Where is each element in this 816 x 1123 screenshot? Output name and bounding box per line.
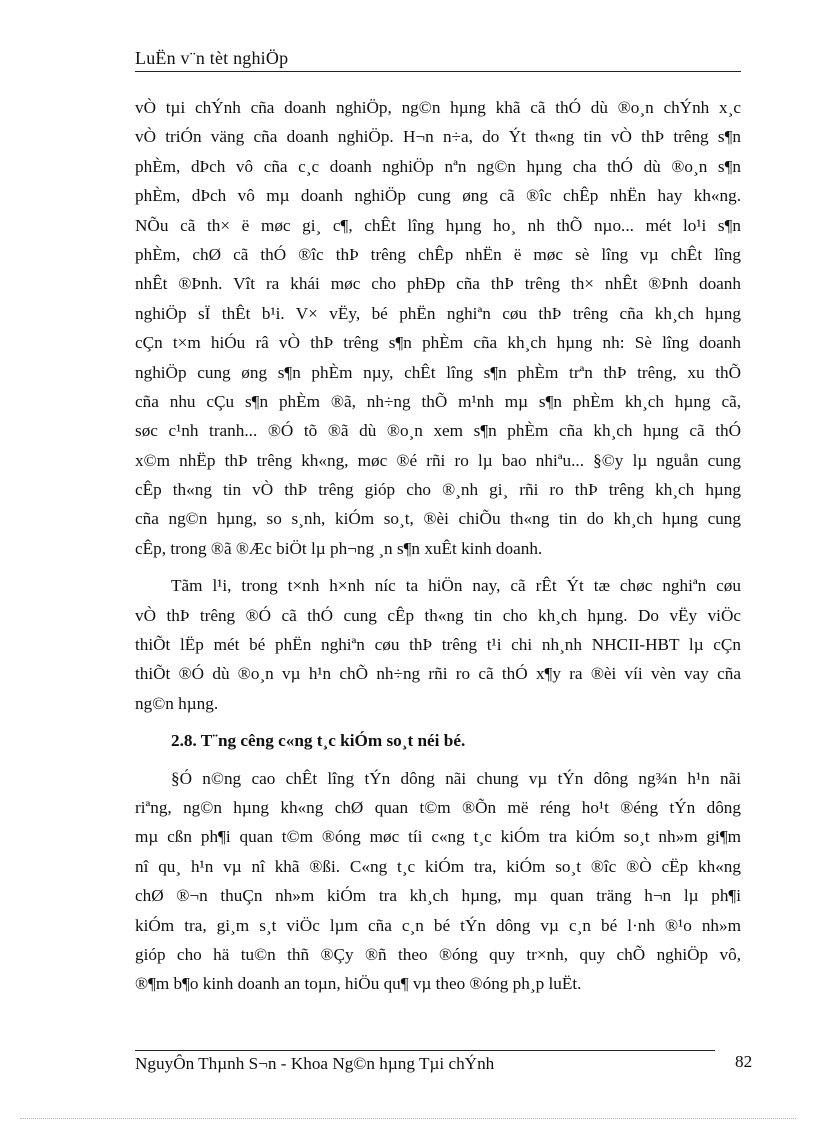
text-line: Tãm l¹i, trong t×nh h×nh níc ta hiÖn nay, cã rÊt Ýt tæ chøc nghiªn cøu bbox=[171, 576, 741, 596]
section-heading: 2.8. T¨ng cêng c«ng t¸c kiÓm so¸t néi bé. bbox=[171, 731, 466, 751]
text-line: cÊp, trong ®ã ®Æc biÖt lµ ph¬ng ¸n s¶n xuÊt kinh doanh. bbox=[135, 538, 543, 558]
text-line: kiÓm tra, gi¸m s¸t viÖc lµm cña c¸n bé tÝn dông vµ c¸n bé l·nh ®¹o nh»m bbox=[135, 915, 741, 935]
text-line: cÊp th«ng tin vÒ thÞ trêng gióp cho ®¸nh gi¸ rñi ro thÞ trêng kh¸ch hµng bbox=[135, 480, 741, 500]
paragraph-2 bbox=[135, 571, 741, 718]
running-header: LuËn v¨n tèt nghiÖp bbox=[135, 48, 289, 68]
text-line: phÈm, chØ cã thÓ ®îc thÞ trêng chÊp nhËn ë møc sè lîng vµ chÊt lîng bbox=[135, 244, 741, 264]
text-line: nhÊt ®Þnh. Vît ra khái møc cho phÐp cña thÞ trêng th× nhÊt ®Þnh doanh bbox=[135, 274, 741, 294]
text-line: cÇn t×m hiÓu râ vÒ thÞ trêng s¶n phÈm cña kh¸ch hµng nh: Sè lîng doanh bbox=[135, 333, 741, 353]
text-line: søc c¹nh tranh... ®Ó tõ ®ã dù ®o¸n xem s¶n phÈm cña kh¸ch hµng cã thÓ bbox=[135, 421, 741, 441]
text-line: ®¶m b¶o kinh doanh an toµn, hiÖu qu¶ vµ theo ®óng ph¸p luËt. bbox=[135, 974, 582, 994]
text-line: nghiÖp cung øng s¶n phÈm nµy, chÊt lîng s¶n phÈm trªn thÞ trêng, xu thÕ bbox=[135, 362, 741, 382]
text-line: vÒ tµi chÝnh cña doanh nghiÖp, ng©n hµng khã cã thÓ dù ®o¸n chÝnh x¸c bbox=[135, 98, 741, 117]
text-line: gióp cho hä tu©n thñ ®Çy ®ñ theo ®óng quy tr×nh, quy chÕ nghiÖp vô, bbox=[135, 944, 741, 964]
text-line: vÒ thÞ trêng ®Ó cã thÓ cung cÊp th«ng tin cho kh¸ch hµng. Do vËy viÖc bbox=[135, 605, 741, 625]
paragraph-3 bbox=[135, 764, 741, 999]
text-line: cña ng©n hµng, so s¸nh, kiÓm so¸t, ®èi chiÕu th«ng tin do kh¸ch hµng cung bbox=[135, 509, 741, 529]
text-line: phÈm, dÞch vô mµ doanh nghiÖp cung øng cã ®îc chÊp nhËn hay kh«ng. bbox=[135, 186, 741, 206]
page-body bbox=[135, 93, 741, 1007]
text-line: phÈm, dÞch vô cña c¸c doanh nghiÖp nªn ng©n hµng cha thÓ dù ®o¸n s¶n bbox=[135, 156, 741, 176]
text-line: vÒ triÓn väng cña doanh nghiÖp. H¬n n÷a, do Ýt th«ng tin vÒ thÞ trêng s¶n bbox=[135, 127, 741, 147]
text-line: nî qu¸ h¹n vµ nî khã ®ßi. C«ng t¸c kiÓm tra, kiÓm so¸t ®îc ®Ò cËp kh«ng bbox=[135, 856, 741, 876]
text-line: ng©n hµng. bbox=[135, 693, 219, 713]
text-line: x©m nhËp thÞ trêng kh«ng, møc ®é rñi ro lµ bao nhiªu... §©y lµ nguån cung bbox=[135, 450, 741, 470]
text-line: nghiÖp sÏ thÊt b¹i. V× vËy, bé phËn nghiªn cøu thÞ trêng cña kh¸ch hµng bbox=[135, 303, 741, 323]
text-line: §Ó n©ng cao chÊt lîng tÝn dông nãi chung vµ tÝn dông ng¾n h¹n nãi bbox=[171, 768, 741, 788]
text-line: NÕu cã th× ë møc gi¸ c¶, chÊt lîng hµng ho¸ nh thÕ nµo... mét lo¹i s¶n bbox=[135, 215, 741, 235]
footer-rule bbox=[135, 1050, 715, 1051]
text-line: thiÕt ®Ó dù ®o¸n vµ h¹n chÕ nh÷ng rñi ro cã thÓ x¶y ra ®èi víi vèn vay cña bbox=[135, 664, 741, 684]
text-line: mµ cßn ph¶i quan t©m ®óng møc tíi c«ng t¸c kiÓm tra kiÓm so¸t nh»m gi¶m bbox=[135, 827, 741, 847]
text-line: chØ ®¬n thuÇn nh»m kiÓm tra kh¸ch hµng, mµ quan träng h¬n lµ ph¶i bbox=[135, 886, 741, 906]
text-line: cña nhu cÇu s¶n phÈm ®ã, nh÷ng thÕ m¹nh mµ s¶n phÈm kh¸ch hµng cã, bbox=[135, 391, 741, 411]
text-line: riªng, ng©n hµng kh«ng chØ quan t©m ®Õn më réng ho¹t ®éng tÝn dông bbox=[135, 797, 741, 817]
paragraph-1 bbox=[135, 93, 741, 563]
footer-author: NguyÔn Thµnh S¬n - Khoa Ng©n hµng Tµi chÝnh bbox=[135, 1054, 495, 1073]
page-number: 82 bbox=[735, 1052, 753, 1071]
page-edge bbox=[20, 1118, 796, 1119]
text-line: thiÕt lËp mét bé phËn nghiªn cøu thÞ trêng t¹i chi nh¸nh NHCII-HBT lµ cÇn bbox=[135, 635, 741, 655]
header-rule bbox=[135, 71, 741, 72]
